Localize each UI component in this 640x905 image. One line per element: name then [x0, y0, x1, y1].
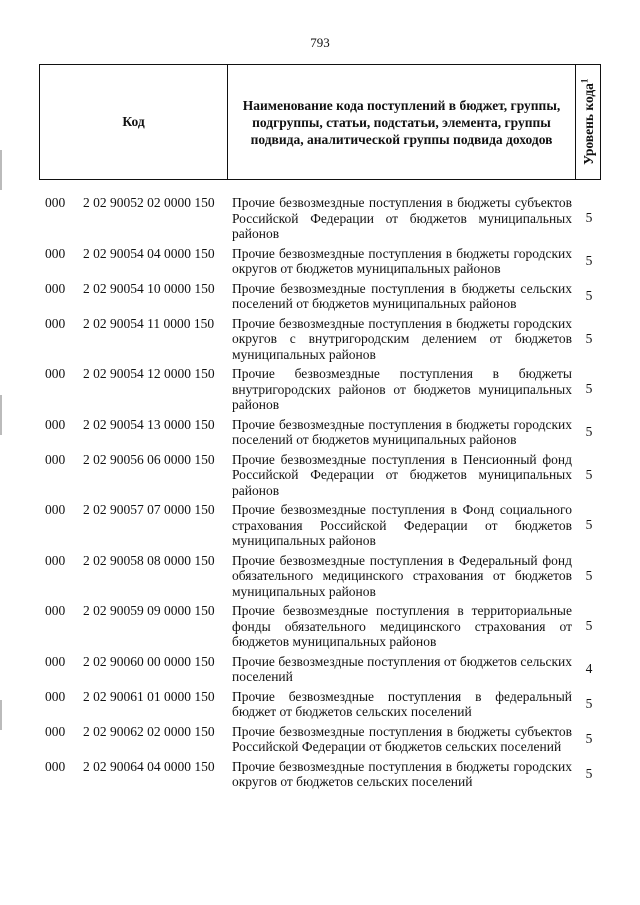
table-row	[39, 452, 601, 499]
income-name: Прочие безвозмездные поступления в бюджеты субъектов Российской Федерации от бюджетов сельских поселений	[232, 723, 572, 754]
admin-code: 000	[45, 758, 66, 774]
code-level: 4	[585, 661, 593, 676]
table-row	[39, 553, 601, 600]
admin-code: 000	[45, 280, 66, 296]
income-code: 2 02 90057 07 0000 150	[83, 502, 215, 517]
income-name: Прочие безвозмездные поступления в федеральный бюджет от бюджетов сельских поселений	[232, 688, 572, 719]
income-code: 2 02 90060 00 0000 150	[83, 653, 215, 669]
admin-code: 000	[45, 451, 66, 467]
scan-edge-mark	[0, 700, 2, 730]
income-code: 2 02 90056 06 0000 150	[83, 451, 215, 467]
table-row	[39, 689, 601, 720]
page-number: 793	[310, 35, 330, 50]
income-code: 2 02 90058 08 0000 150	[83, 552, 215, 568]
income-name: Прочие безвозмездные поступления в бюджеты городских поселений от бюджетов муниципальных районов	[232, 416, 572, 447]
code-level: 5	[585, 381, 593, 397]
code-level: 5	[585, 466, 593, 482]
admin-code: 000	[45, 723, 66, 739]
admin-code: 000	[45, 416, 66, 432]
income-code: 2 02 90052 02 0000 150	[83, 195, 215, 210]
table-row	[39, 502, 601, 549]
table-row	[39, 195, 601, 242]
income-code: 2 02 90062 02 0000 150	[83, 723, 215, 739]
table-row	[39, 281, 601, 312]
admin-code: 000	[45, 552, 66, 568]
admin-code: 000	[45, 502, 66, 517]
table-row	[39, 724, 601, 755]
income-name: Прочие безвозмездные поступления в бюджеты внутригородских районов от бюджетов муниципальных районов	[232, 366, 572, 412]
code-level: 5	[585, 424, 593, 439]
code-level: 5	[585, 210, 593, 226]
code-level: 5	[585, 731, 593, 746]
income-name: Прочие безвозмездные поступления в бюджеты городских округов с внутригородским делением от бюджетов муниципальных районов	[232, 315, 572, 362]
income-code: 2 02 90059 09 0000 150	[83, 603, 215, 618]
code-level: 5	[585, 766, 593, 781]
income-name: Прочие безвозмездные поступления в Фонд социального страхования Российской Федерации от бюджетов муниципальных районов	[232, 502, 572, 548]
code-level: 5	[585, 517, 593, 533]
table-row	[39, 316, 601, 363]
income-name: Прочие безвозмездные поступления в территориальные фонды обязательного медицинского страхования от бюджетов муниципальных районов	[232, 603, 572, 649]
admin-code: 000	[45, 195, 66, 210]
admin-code: 000	[45, 688, 66, 704]
header-name: Наименование кода поступлений в бюджет, группы, подгруппы, статьи, подстатьи, элемента, группы подвида, аналитической группы подвида доходов	[242, 97, 561, 147]
code-level: 5	[585, 288, 593, 303]
code-level: 5	[585, 567, 593, 583]
scan-edge-mark	[0, 395, 2, 435]
income-code: 2 02 90064 04 0000 150	[83, 758, 215, 774]
table-row	[39, 654, 601, 685]
table-body	[39, 195, 601, 794]
admin-code: 000	[45, 315, 66, 331]
income-name: Прочие безвозмездные поступления в бюджеты субъектов Российской Федерации от бюджетов муниципальных районов	[232, 195, 572, 241]
table-header	[39, 64, 601, 180]
code-level: 5	[585, 253, 593, 268]
income-code: 2 02 90061 01 0000 150	[83, 688, 215, 704]
income-code: 2 02 90054 11 0000 150	[83, 315, 215, 331]
code-level: 5	[585, 696, 593, 711]
header-level-footnote: 1	[579, 78, 590, 84]
income-name: Прочие безвозмездные поступления в бюджеты сельских поселений от бюджетов муниципальных районов	[232, 280, 572, 311]
table-row	[39, 366, 601, 413]
admin-code: 000	[45, 653, 66, 669]
income-name: Прочие безвозмездные поступления в Федеральный фонд обязательного медицинского страхования от бюджетов муниципальных районов	[232, 552, 572, 599]
table-row	[39, 603, 601, 650]
income-name: Прочие безвозмездные поступления в Пенсионный фонд Российской Федерации от бюджетов муниципальных районов	[232, 451, 572, 498]
income-code: 2 02 90054 12 0000 150	[83, 366, 215, 381]
table-row	[39, 417, 601, 448]
income-code: 2 02 90054 13 0000 150	[83, 416, 215, 432]
income-name: Прочие безвозмездные поступления в бюджеты городских округов от бюджетов сельских поселений	[232, 758, 572, 789]
code-level: 5	[585, 330, 593, 346]
income-name: Прочие безвозмездные поступления в бюджеты городских округов от бюджетов муниципальных районов	[232, 245, 572, 276]
scan-edge-mark	[0, 150, 2, 190]
income-code: 2 02 90054 10 0000 150	[83, 280, 215, 296]
table-row	[39, 759, 601, 790]
header-code: Код	[122, 114, 145, 129]
admin-code: 000	[45, 603, 66, 618]
table-row	[39, 246, 601, 277]
income-name: Прочие безвозмездные поступления от бюджетов сельских поселений	[232, 653, 572, 684]
admin-code: 000	[45, 366, 66, 381]
header-level-label: Уровень кода	[580, 83, 596, 166]
code-level: 5	[585, 618, 593, 634]
income-code: 2 02 90054 04 0000 150	[83, 245, 215, 261]
header-level	[576, 65, 600, 179]
admin-code: 000	[45, 245, 66, 261]
